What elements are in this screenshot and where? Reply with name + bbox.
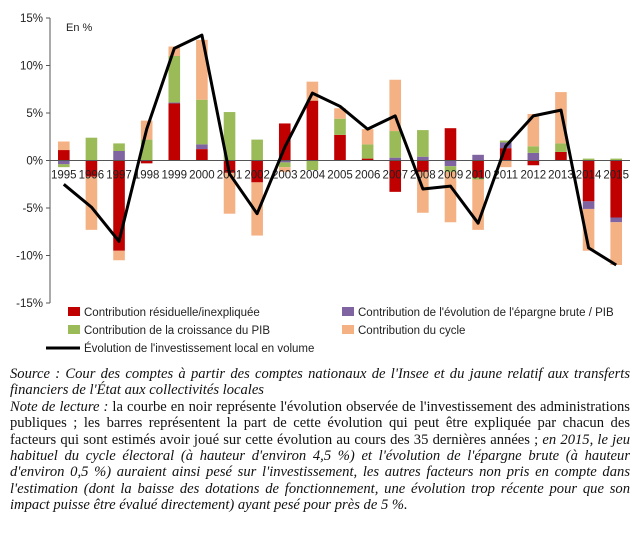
x-tick-label: 1999 — [161, 169, 188, 182]
legend-swatch — [68, 307, 80, 316]
bar-2012 — [528, 161, 540, 166]
y-tick-label: -15% — [16, 298, 43, 310]
x-tick-label: 2008 — [410, 169, 436, 182]
bar-2012 — [528, 153, 540, 161]
bar-1995 — [58, 142, 70, 151]
y-tick-label: 0% — [26, 155, 43, 168]
bar-2008 — [417, 130, 429, 157]
x-tick-label: 2010 — [465, 169, 491, 182]
x-tick-label: 2005 — [327, 169, 353, 182]
chart-notes — [10, 366, 630, 514]
bar-2007 — [389, 131, 401, 158]
x-tick-label: 2006 — [354, 169, 381, 182]
x-tick-label: 1996 — [78, 169, 105, 182]
bar-2000 — [196, 144, 208, 149]
bars-layer — [58, 40, 622, 265]
x-tick-label: 2009 — [437, 169, 464, 182]
bar-2015 — [610, 222, 622, 265]
legend-label: Contribution du cycle — [358, 325, 466, 337]
x-tick-label: 2015 — [603, 169, 629, 182]
x-tick-label: 1997 — [106, 169, 132, 182]
y-tick-label: 10% — [19, 60, 43, 73]
source-label: Source : — [10, 366, 61, 382]
legend-label: Évolution de l'investissement local en volume — [84, 343, 315, 355]
unit-label: En % — [66, 22, 93, 34]
legend-label: Contribution de l'évolution de l'épargne brute / PIB — [358, 307, 614, 319]
reading-note — [10, 399, 630, 514]
bar-2006 — [362, 129, 374, 144]
bar-1995 — [58, 164, 70, 167]
x-tick-label: 2007 — [382, 169, 409, 182]
y-tick-label: 5% — [26, 108, 43, 120]
legend-swatch — [68, 325, 80, 334]
x-tick-label: 2012 — [520, 169, 547, 182]
y-tick-label: 15% — [19, 13, 43, 25]
legend — [46, 307, 614, 355]
x-tick-label: 2011 — [493, 169, 519, 182]
bar-1995 — [58, 161, 70, 165]
bar-2009 — [445, 128, 457, 160]
reading-label: Note de lecture : — [10, 398, 109, 415]
bar-1999 — [168, 104, 180, 161]
bar-2014 — [583, 201, 595, 209]
bar-1995 — [58, 150, 70, 160]
x-tick-label: 1995 — [51, 169, 77, 182]
source-text: Cour des comptes à partir des comptes nationaux de l'Insee et du jaune relatif aux transferts financiers de l'État aux collectivités locales — [10, 366, 630, 399]
legend-swatch — [342, 307, 354, 316]
bar-2015 — [610, 218, 622, 223]
bar-2000 — [196, 149, 208, 160]
bar-2005 — [334, 119, 346, 135]
bar-1997 — [113, 143, 125, 151]
y-tick-label: -10% — [16, 250, 43, 263]
source-note — [10, 366, 630, 399]
bar-1996 — [86, 138, 98, 161]
x-tick-label: 2000 — [189, 169, 215, 182]
bar-2009 — [445, 161, 457, 167]
legend-label: Contribution résiduelle/inexpliquée — [84, 307, 260, 319]
bar-2006 — [362, 144, 374, 158]
x-tick-label: 2002 — [244, 169, 270, 182]
x-tick-label: 2004 — [299, 169, 326, 182]
bar-2013 — [555, 143, 567, 152]
bar-2000 — [196, 100, 208, 145]
x-tick-label: 2003 — [271, 169, 298, 182]
y-tick-label: -5% — [22, 203, 43, 215]
bar-1997 — [113, 251, 125, 261]
legend-swatch — [342, 325, 354, 334]
x-tick-label: 2014 — [575, 169, 602, 182]
x-tick-label: 1998 — [133, 169, 160, 182]
x-tick-label: 2001 — [216, 169, 243, 182]
bar-2012 — [528, 146, 540, 153]
bar-2008 — [417, 157, 429, 161]
bar-2005 — [334, 135, 346, 161]
legend-label: Contribution de la croissance du PIB — [84, 325, 271, 337]
reading-text-part2: en 2015, le jeu habituel du cycle électoral (à hauteur d'environ 4,5 %) et l'évolution de l'épargne brute (à hauteur d'environ 0,5 %) auraient ainsi pesé sur l'investissement, les autres facteurs non pris en compte dans l'estimation (dont la baisse des dotations de fonctionnement, une évolution trop récente pour que son impact puisse être évalué directement) ayant pesé pour près de 5 %. — [10, 431, 630, 514]
bar-2002 — [251, 140, 263, 161]
bar-2010 — [472, 155, 484, 161]
bar-1997 — [113, 151, 125, 161]
reading-text-part1: la courbe en noir représente l'évolution observée de l'investissement des administrations publiques ; les barres représentent la part de cette évolution qui peut être expliquée par chacun des facteurs qui sont estimés avoir joué sur cette évolution au cours des 35 dernières années ; — [10, 398, 630, 448]
bar-2013 — [555, 152, 567, 161]
bar-2003 — [279, 162, 291, 167]
bar-1999 — [168, 103, 180, 104]
x-tick-label: 2013 — [548, 169, 574, 182]
bar-2004 — [307, 101, 319, 161]
